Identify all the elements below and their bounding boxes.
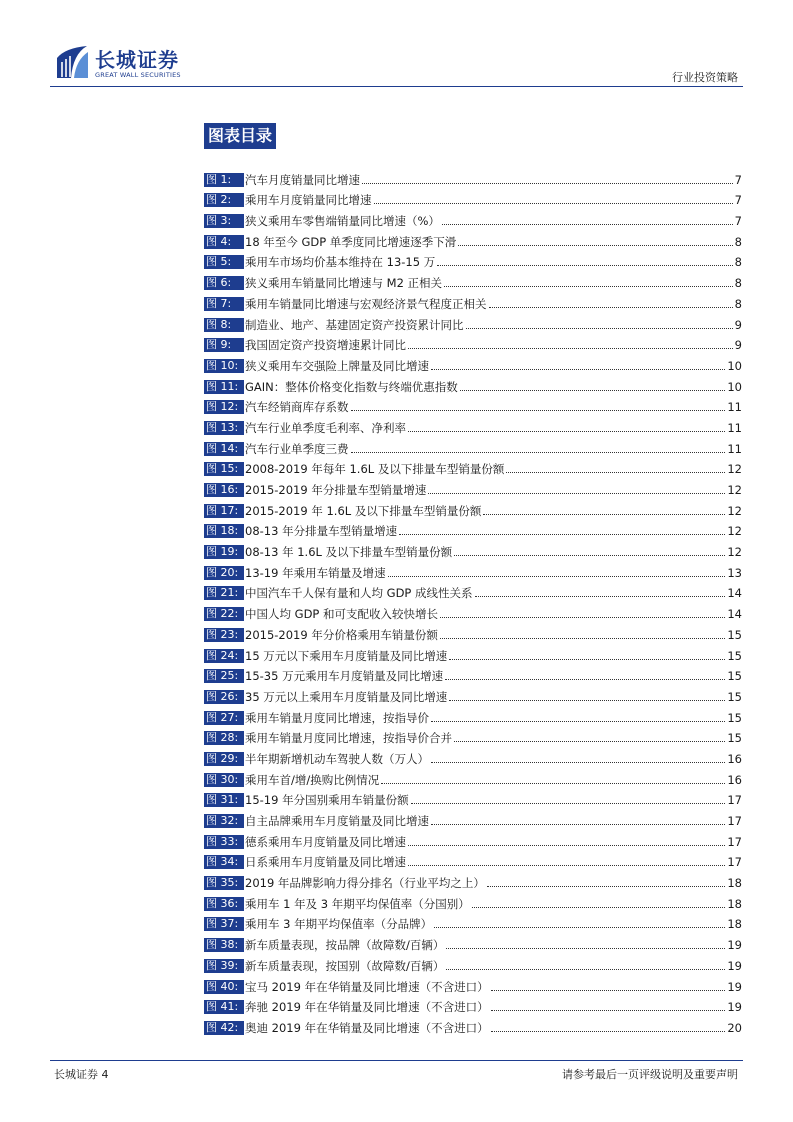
figure-title: 乘用车市场均价基本维持在 13-15 万	[245, 255, 436, 270]
figure-label: 图 15:	[204, 462, 244, 476]
page-number: 15	[727, 689, 742, 704]
toc-entry[interactable]	[204, 580, 742, 601]
dot-leader	[449, 700, 725, 701]
toc-entry[interactable]	[204, 807, 742, 828]
figure-title: 15-35 万元乘用车月度销量及同比增速	[245, 669, 444, 684]
page-number: 9	[734, 317, 742, 332]
page-number: 15	[727, 648, 742, 663]
figure-title: GAIN：整体价格变化指数与终端优惠指数	[245, 379, 458, 394]
page-number: 14	[727, 607, 742, 622]
toc-entry[interactable]	[204, 332, 742, 353]
figure-label: 图 17:	[204, 504, 244, 518]
figure-title: 汽车经销商库存系数	[245, 400, 349, 415]
figure-label: 图 14:	[204, 442, 244, 456]
figure-title: 13-19 年乘用车销量及增速	[245, 565, 386, 580]
toc-entry[interactable]	[204, 766, 742, 787]
toc-entry[interactable]	[204, 269, 742, 290]
page-number: 16	[727, 772, 742, 787]
figure-title: 2015-2019 年分排量车型销量增速	[245, 483, 427, 497]
figure-title: 15-19 年分国别乘用车销量份额	[245, 793, 409, 808]
page-number: 16	[727, 751, 742, 766]
dot-leader	[487, 886, 725, 887]
figure-label: 图 4:	[204, 235, 244, 249]
toc-entry[interactable]	[204, 414, 742, 435]
dot-leader	[506, 472, 725, 473]
toc-entry[interactable]	[204, 952, 742, 973]
figure-title: 狭义乘用车交强险上牌量及同比增速	[245, 358, 429, 373]
figure-table-of-contents	[204, 166, 742, 1035]
figure-label: 图 9:	[204, 338, 244, 352]
figure-title: 狭义乘用车零售端销量同比增速（%）	[245, 214, 440, 229]
page-number: 17	[727, 814, 742, 828]
dot-leader	[491, 1010, 726, 1011]
page-number: 11	[727, 400, 742, 415]
figure-title: 35 万元以上乘用车月度销量及同比增速	[245, 689, 448, 704]
figure-title: 奔驰 2019 年在华销量及同比增速（不含进口）	[245, 1000, 489, 1015]
toc-entry[interactable]	[204, 600, 742, 621]
toc-entry[interactable]	[204, 1014, 742, 1035]
figure-label: 图 5:	[204, 255, 244, 269]
page-number: 7	[734, 193, 742, 208]
toc-entry[interactable]	[204, 869, 742, 890]
figure-label: 图 18:	[204, 524, 244, 538]
figure-title: 中国人均 GDP 和可支配收入较快增长	[245, 607, 439, 622]
header-divider	[50, 86, 743, 87]
figure-title: 汽车行业单季度毛利率、净利率	[245, 420, 406, 435]
figure-label: 图 22:	[204, 607, 244, 621]
toc-entry[interactable]	[204, 538, 742, 559]
figure-label: 图 31:	[204, 793, 244, 807]
dot-leader	[431, 762, 725, 763]
figure-label: 图 8:	[204, 318, 244, 332]
figure-label: 图 1:	[204, 173, 244, 187]
page-number: 19	[727, 979, 742, 994]
figure-label: 图 13:	[204, 421, 244, 435]
page-number: 8	[734, 234, 742, 249]
dot-leader	[483, 514, 725, 515]
figure-title: 宝马 2019 年在华销量及同比增速（不含进口）	[245, 979, 489, 994]
footer-disclaimer: 请参考最后一页评级说明及重要声明	[562, 1068, 738, 1081]
figure-title: 中国汽车千人保有量和人均 GDP 成线性关系	[245, 586, 473, 601]
figure-label: 图 11:	[204, 380, 244, 394]
dot-leader	[362, 183, 733, 184]
toc-entry[interactable]	[204, 497, 742, 518]
dot-leader	[408, 348, 733, 349]
figure-title: 2015-2019 年 1.6L 及以下排量车型销量份额	[245, 503, 482, 518]
figure-title: 汽车月度销量同比增速	[245, 172, 360, 187]
toc-entry[interactable]	[204, 683, 742, 704]
figure-title: 德系乘用车月度销量及同比增速	[245, 834, 406, 849]
figure-label: 图 24:	[204, 649, 244, 663]
figure-title: 2019 年品牌影响力得分排名（行业平均之上）	[245, 876, 485, 891]
dot-leader	[440, 638, 726, 639]
dot-leader	[444, 286, 733, 287]
toc-entry[interactable]	[204, 642, 742, 663]
figure-title: 18 年至今 GDP 单季度同比增速逐季下滑	[245, 234, 457, 249]
dot-leader	[434, 927, 725, 928]
figure-title: 乘用车 1 年及 3 年期平均保值率（分国别）	[245, 896, 470, 911]
figure-title: 2008-2019 年每年 1.6L 及以下排量车型销量份额	[245, 462, 505, 477]
page-number: 7	[734, 172, 742, 187]
dot-leader	[454, 555, 725, 556]
figure-label: 图 16:	[204, 483, 244, 497]
page-number: 12	[727, 545, 742, 560]
page-number: 12	[727, 503, 742, 518]
toc-entry[interactable]	[204, 352, 742, 373]
toc-entry[interactable]	[204, 911, 742, 932]
toc-entry[interactable]	[204, 787, 742, 808]
dot-leader	[491, 990, 726, 991]
dot-leader	[408, 845, 725, 846]
page-number: 15	[727, 669, 742, 684]
page-number: 19	[727, 938, 742, 953]
page-number: 17	[727, 855, 742, 870]
figure-label: 图 33:	[204, 835, 244, 849]
logo-english-name: GREAT WALL SECURITIES	[95, 71, 181, 79]
page-number: 15	[727, 731, 742, 746]
page-number: 12	[727, 462, 742, 477]
dot-leader	[351, 410, 726, 411]
figure-label: 图 26:	[204, 690, 244, 704]
toc-entry[interactable]	[204, 373, 742, 394]
figure-title: 乘用车 3 年期平均保值率（分品牌）	[245, 917, 433, 932]
page-header	[0, 0, 793, 90]
figure-title: 新车质量表现，按国别（故障数/百辆）	[245, 958, 445, 973]
dot-leader	[458, 245, 732, 246]
figure-label: 图 42:	[204, 1021, 244, 1035]
toc-entry[interactable]	[204, 849, 742, 870]
dot-leader	[437, 265, 732, 266]
page-number: 15	[727, 627, 742, 642]
figure-label: 图 39:	[204, 959, 244, 973]
figure-label: 图 27:	[204, 711, 244, 725]
toc-entry[interactable]	[204, 476, 742, 497]
figure-label: 图 28:	[204, 731, 244, 745]
dot-leader	[428, 493, 725, 494]
page-number: 11	[727, 441, 742, 456]
page-number: 18	[727, 876, 742, 891]
dot-leader	[431, 369, 725, 370]
toc-entry[interactable]	[204, 725, 742, 746]
dot-leader	[449, 659, 725, 660]
figure-title: 乘用车月度销量同比增速	[245, 193, 372, 208]
dot-leader	[472, 907, 726, 908]
figure-title: 乘用车销量月度同比增速，按指导价合并	[245, 731, 452, 746]
dot-leader	[442, 224, 733, 225]
toc-entry[interactable]	[204, 931, 742, 952]
dot-leader	[399, 534, 725, 535]
toc-entry[interactable]	[204, 249, 742, 270]
page-number: 11	[727, 420, 742, 435]
figure-title: 狭义乘用车销量同比增速与 M2 正相关	[245, 276, 443, 291]
dot-leader	[431, 721, 725, 722]
figure-label: 图 12:	[204, 400, 244, 414]
toc-entry[interactable]	[204, 187, 742, 208]
dot-leader	[440, 617, 725, 618]
dot-leader	[460, 390, 726, 391]
report-type: 行业投资策略	[672, 71, 738, 84]
dot-leader	[351, 452, 726, 453]
figure-label: 图 32:	[204, 814, 244, 828]
dot-leader	[446, 969, 725, 970]
dot-leader	[411, 803, 726, 804]
toc-entry[interactable]	[204, 290, 742, 311]
dot-leader	[466, 328, 733, 329]
figure-label: 图 34:	[204, 855, 244, 869]
toc-entry[interactable]	[204, 745, 742, 766]
toc-entry[interactable]	[204, 435, 742, 456]
toc-entry[interactable]	[204, 311, 742, 332]
logo-chinese-name: 长城证券	[95, 48, 179, 72]
page-number: 12	[727, 524, 742, 539]
page-number: 19	[727, 958, 742, 973]
page-number: 17	[727, 793, 742, 808]
page-number: 18	[727, 896, 742, 911]
page-number: 19	[727, 1000, 742, 1015]
figure-label: 图 38:	[204, 938, 244, 952]
figure-title: 2015-2019 年分价格乘用车销量份额	[245, 627, 438, 642]
company-logo	[55, 44, 195, 84]
toc-entry[interactable]	[204, 890, 742, 911]
figure-title: 日系乘用车月度销量及同比增速	[245, 855, 406, 870]
figure-label: 图 25:	[204, 669, 244, 683]
toc-entry[interactable]	[204, 828, 742, 849]
toc-entry[interactable]	[204, 559, 742, 580]
page-number: 7	[734, 214, 742, 229]
figure-title: 奥迪 2019 年在华销量及同比增速（不含进口）	[245, 1020, 489, 1035]
figure-title: 乘用车销量同比增速与宏观经济景气程度正相关	[245, 296, 487, 311]
figure-label: 图 7:	[204, 297, 244, 311]
toc-entry[interactable]	[204, 394, 742, 415]
dot-leader	[408, 865, 725, 866]
dot-leader	[408, 431, 725, 432]
toc-entry[interactable]	[204, 621, 742, 642]
toc-entry[interactable]	[204, 994, 742, 1015]
footer-page-number: 长城证券 4	[54, 1068, 109, 1081]
toc-entry[interactable]	[204, 704, 742, 725]
page-number: 17	[727, 834, 742, 849]
toc-entry[interactable]	[204, 973, 742, 994]
figure-label: 图 10:	[204, 359, 244, 373]
figure-title: 乘用车销量月度同比增速，按指导价	[245, 710, 429, 725]
figure-label: 图 3:	[204, 214, 244, 228]
logo-mark-icon	[55, 44, 89, 80]
toc-entry[interactable]	[204, 228, 742, 249]
dot-leader	[446, 948, 725, 949]
figure-title: 汽车行业单季度三费	[245, 441, 349, 456]
page-number: 14	[727, 586, 742, 601]
dot-leader	[431, 824, 725, 825]
figure-label: 图 29:	[204, 752, 244, 766]
page-number: 12	[727, 483, 742, 497]
page-number: 13	[727, 565, 742, 580]
page-number: 9	[734, 338, 742, 353]
toc-entry[interactable]	[204, 207, 742, 228]
toc-entry[interactable]	[204, 456, 742, 477]
page-number: 8	[734, 255, 742, 270]
figure-label: 图 41:	[204, 1000, 244, 1014]
dot-leader	[445, 679, 725, 680]
figure-title: 08-13 年分排量车型销量增速	[245, 524, 398, 539]
page-number: 8	[734, 296, 742, 311]
toc-entry[interactable]	[204, 663, 742, 684]
figure-title: 半年期新增机动车驾驶人数（万人）	[245, 751, 429, 766]
toc-title: 图表目录	[204, 123, 276, 149]
figure-label: 图 37:	[204, 917, 244, 931]
figure-label: 图 6:	[204, 276, 244, 290]
page-number: 20	[727, 1020, 742, 1035]
figure-title: 15 万元以下乘用车月度销量及同比增速	[245, 648, 448, 663]
dot-leader	[454, 741, 725, 742]
page-number: 18	[727, 917, 742, 932]
figure-label: 图 30:	[204, 773, 244, 787]
figure-label: 图 19:	[204, 545, 244, 559]
dot-leader	[491, 1031, 726, 1032]
footer-divider	[50, 1060, 743, 1061]
figure-label: 图 35:	[204, 876, 244, 890]
toc-entry[interactable]	[204, 518, 742, 539]
dot-leader	[388, 576, 726, 577]
figure-label: 图 21:	[204, 586, 244, 600]
figure-label: 图 20:	[204, 566, 244, 580]
dot-leader	[381, 783, 725, 784]
toc-entry[interactable]	[204, 166, 742, 187]
figure-title: 08-13 年 1.6L 及以下排量车型销量份额	[245, 545, 453, 560]
figure-title: 乘用车首/增/换购比例情况	[245, 772, 380, 787]
figure-label: 图 36:	[204, 897, 244, 911]
figure-title: 新车质量表现，按品牌（故障数/百辆）	[245, 938, 445, 953]
page-number: 10	[727, 358, 742, 373]
dot-leader	[374, 203, 733, 204]
figure-title: 制造业、地产、基建固定资产投资累计同比	[245, 317, 464, 332]
page-number: 15	[727, 710, 742, 725]
figure-label: 图 2:	[204, 193, 244, 207]
dot-leader	[475, 596, 726, 597]
figure-title: 我国固定资产投资增速累计同比	[245, 338, 406, 353]
dot-leader	[489, 307, 733, 308]
figure-title: 自主品牌乘用车月度销量及同比增速	[245, 814, 429, 828]
page-number: 8	[734, 276, 742, 291]
figure-label: 图 23:	[204, 628, 244, 642]
page-number: 10	[727, 379, 742, 394]
figure-label: 图 40:	[204, 980, 244, 994]
